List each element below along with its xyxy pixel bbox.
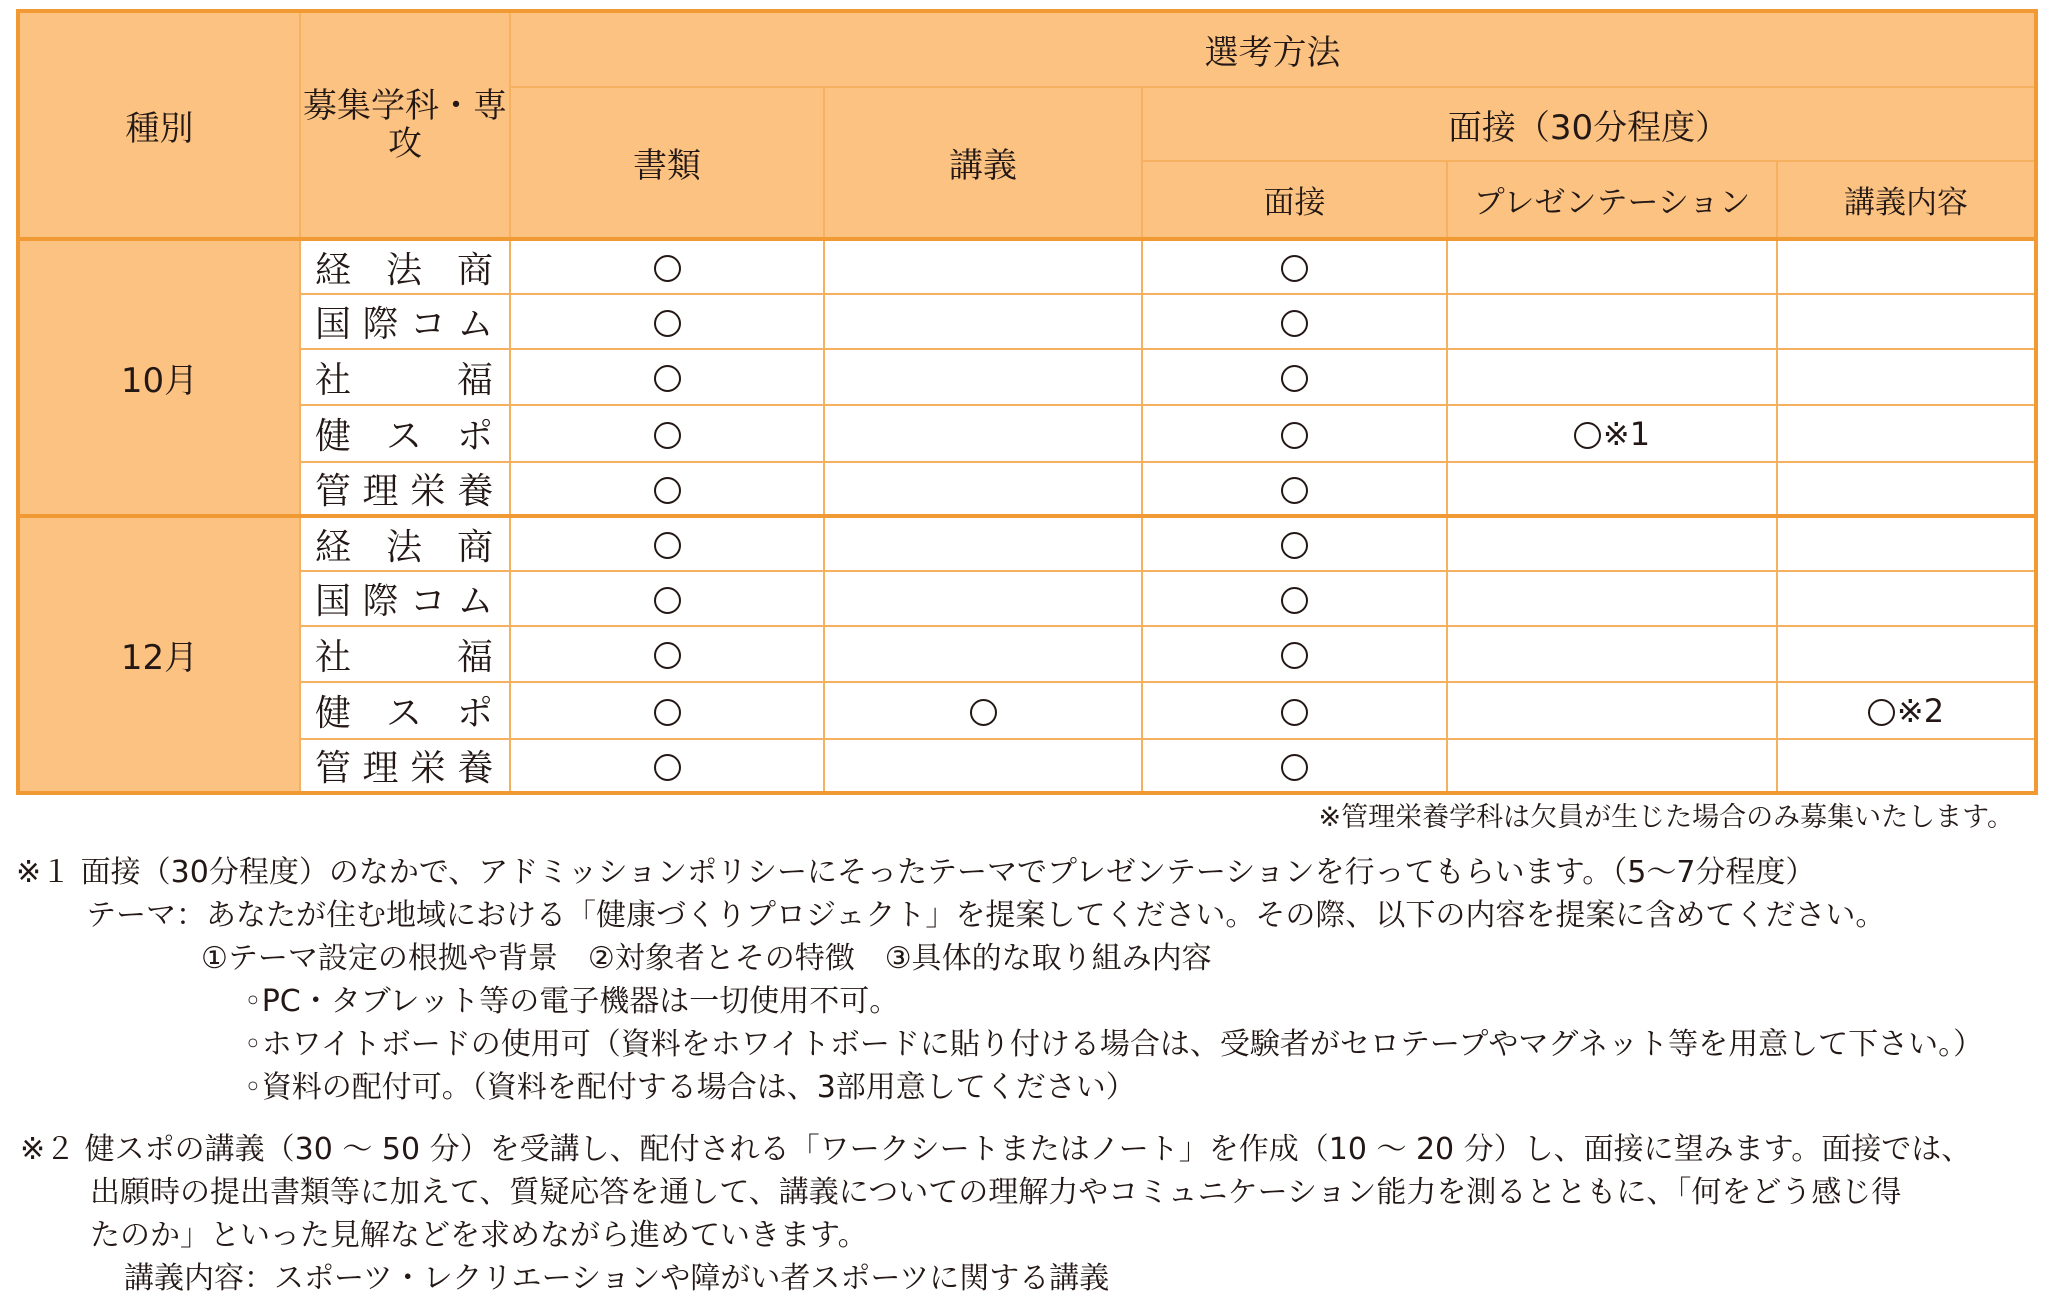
circle-mark-icon <box>1281 642 1308 669</box>
circle-mark-icon <box>1281 532 1308 559</box>
mark-cell-lecture-content <box>1777 682 2036 739</box>
mark-cell-presentation <box>1447 682 1777 739</box>
mark-cell-interview <box>1142 571 1447 626</box>
circle-mark-icon <box>1281 310 1308 337</box>
mark-cell-interview <box>1142 294 1447 349</box>
table-row <box>18 682 2036 739</box>
note-1-theme: テーマ：あなたが住む地域における「健康づくりプロジェクト」を提案してください。その際、以下の内容を提案に含めてください。 <box>86 898 1886 933</box>
mark-cell-lecture-content <box>1777 571 2036 626</box>
header-selection-method: 選考方法 <box>510 11 2036 87</box>
mark-cell-lecture-content <box>1777 239 2036 294</box>
table-row <box>18 239 2036 294</box>
circle-mark-icon <box>654 365 681 392</box>
circle-mark-icon <box>654 754 681 781</box>
department-name: 国 際 コ ム <box>315 304 494 345</box>
header-department: 募集学科・専攻 <box>300 11 510 239</box>
mark-cell-documents <box>510 682 824 739</box>
circle-mark-icon <box>1281 699 1308 726</box>
mark-cell-documents <box>510 349 824 405</box>
table-row <box>18 516 2036 571</box>
header-interview-group: 面接（30分程度） <box>1142 87 2036 161</box>
department-name: 管 理 栄 養 <box>315 748 494 789</box>
category-cell: 10月 <box>18 239 300 516</box>
header-category: 種別 <box>18 11 300 239</box>
mark-cell-lecture <box>824 462 1142 516</box>
department-cell <box>300 349 510 405</box>
department-cell <box>300 739 510 793</box>
mark-note-ref: ※2 <box>1896 692 1945 730</box>
mark-cell-lecture-content <box>1777 294 2036 349</box>
mark-cell-interview <box>1142 349 1447 405</box>
mark-cell-interview <box>1142 739 1447 793</box>
mark-cell-documents <box>510 294 824 349</box>
circle-mark-icon <box>654 310 681 337</box>
circle-mark-icon <box>1868 699 1895 726</box>
department-name: 経 法 商 <box>315 249 493 291</box>
circle-mark-icon <box>654 477 681 504</box>
mark-cell-lecture-content <box>1777 739 2036 793</box>
department-name: 経 法 商 <box>315 526 493 568</box>
mark-cell-interview <box>1142 462 1447 516</box>
circle-mark-icon <box>654 422 681 449</box>
department-cell <box>300 682 510 739</box>
note-2-lecture-content: 講義内容：スポーツ・レクリエーションや障がい者スポーツに関する講義 <box>124 1261 1110 1296</box>
note-2-line-2: 出願時の提出書類等に加えて、質疑応答を通して、講義についての理解力やコミュニケーション能力を測るとともに、「何をどう感じ得 <box>90 1175 1902 1210</box>
mark-cell-presentation <box>1447 294 1777 349</box>
mark-cell-presentation <box>1447 739 1777 793</box>
mark-cell-lecture <box>824 626 1142 682</box>
mark-cell-lecture <box>824 571 1142 626</box>
mark-cell-lecture-content <box>1777 626 2036 682</box>
category-cell: 12月 <box>18 516 300 793</box>
circle-mark-icon <box>654 642 681 669</box>
department-name: 管 理 栄 養 <box>315 471 494 512</box>
circle-mark-icon <box>654 255 681 282</box>
note-1-line-1: ※１ 面接（30分程度）のなかで、アドミッションポリシーにそったテーマでプレゼンテーションを行ってもらいます。（5～7分程度） <box>16 855 1816 890</box>
department-cell <box>300 626 510 682</box>
mark-cell-documents <box>510 516 824 571</box>
mark-cell-presentation <box>1447 571 1777 626</box>
department-cell <box>300 571 510 626</box>
mark-cell-lecture-content <box>1777 405 2036 462</box>
department-name: 健 ス ポ <box>315 416 493 457</box>
header-lecture-content: 講義内容 <box>1777 161 2036 239</box>
mark-note-ref: ※1 <box>1602 415 1651 453</box>
header-documents: 書類 <box>510 87 824 239</box>
note-1-rule-handouts: ◦資料の配付可。（資料を配付する場合は、3部用意してください） <box>244 1070 1136 1105</box>
mark-cell-lecture <box>824 682 1142 739</box>
mark-cell-documents <box>510 739 824 793</box>
table-row <box>18 739 2036 793</box>
mark-cell-documents <box>510 405 824 462</box>
mark-cell-lecture <box>824 349 1142 405</box>
mark-cell-lecture <box>824 405 1142 462</box>
mark-cell-lecture <box>824 739 1142 793</box>
mark-cell-documents <box>510 571 824 626</box>
table-row <box>18 571 2036 626</box>
table-row <box>18 626 2036 682</box>
department-cell <box>300 239 510 294</box>
mark-cell-lecture <box>824 294 1142 349</box>
mark-cell-interview <box>1142 626 1447 682</box>
note-1-rule-devices: ◦PC・タブレット等の電子機器は一切使用不可。 <box>244 984 900 1019</box>
selection-method-table <box>16 9 2038 795</box>
note-2-line-3: たのか」といった見解などを求めながら進めていきます。 <box>90 1218 868 1253</box>
department-cell <box>300 462 510 516</box>
note-1-rule-whiteboard: ◦ホワイトボードの使用可（資料をホワイトボードに貼り付ける場合は、受験者がセロテープやマグネット等を用意して下さい。） <box>244 1027 1984 1062</box>
circle-mark-icon <box>1281 754 1308 781</box>
circle-mark-icon <box>1281 422 1308 449</box>
department-name: 社 福 <box>315 359 493 401</box>
department-name: 国 際 コ ム <box>315 581 494 622</box>
header-lecture: 講義 <box>824 87 1142 239</box>
mark-cell-interview <box>1142 682 1447 739</box>
circle-mark-icon <box>1281 365 1308 392</box>
circle-mark-icon <box>1574 422 1601 449</box>
department-cell <box>300 294 510 349</box>
mark-cell-presentation <box>1447 239 1777 294</box>
header-interview: 面接 <box>1142 161 1447 239</box>
mark-cell-interview <box>1142 239 1447 294</box>
mark-cell-presentation <box>1447 516 1777 571</box>
mark-cell-lecture-content <box>1777 462 2036 516</box>
mark-cell-lecture-content <box>1777 349 2036 405</box>
header-presentation: プレゼンテーション <box>1447 161 1777 239</box>
mark-cell-presentation <box>1447 626 1777 682</box>
mark-cell-interview <box>1142 516 1447 571</box>
note-1-items: ①テーマ設定の根拠や背景 ②対象者とその特徴 ③具体的な取り組み内容 <box>201 941 1212 976</box>
footnote-management-nutrition: ※管理栄養学科は欠員が生じた場合のみ募集いたします。 <box>1318 802 2014 833</box>
circle-mark-icon <box>654 699 681 726</box>
mark-cell-lecture <box>824 239 1142 294</box>
table-row <box>18 294 2036 349</box>
mark-cell-documents <box>510 462 824 516</box>
note-1 <box>16 851 1983 1109</box>
department-cell <box>300 516 510 571</box>
table-row <box>18 349 2036 405</box>
table-row <box>18 462 2036 516</box>
mark-cell-documents <box>510 626 824 682</box>
note-2-line-1: ※２ 健スポの講義（30 ～ 50 分）を受講し、配付される「ワークシートまたはノート」を作成（10 ～ 20 分）し、面接に望みます。面接では、 <box>20 1132 1972 1167</box>
department-cell <box>300 405 510 462</box>
department-name: 社 福 <box>315 636 493 678</box>
circle-mark-icon <box>1281 587 1308 614</box>
circle-mark-icon <box>654 587 681 614</box>
mark-cell-presentation <box>1447 462 1777 516</box>
circle-mark-icon <box>1281 255 1308 282</box>
mark-cell-lecture <box>824 516 1142 571</box>
mark-cell-presentation <box>1447 405 1777 462</box>
mark-cell-documents <box>510 239 824 294</box>
department-name: 健 ス ポ <box>315 693 493 734</box>
table-row <box>18 405 2036 462</box>
mark-cell-interview <box>1142 405 1447 462</box>
circle-mark-icon <box>1281 477 1308 504</box>
mark-cell-lecture-content <box>1777 516 2036 571</box>
note-2 <box>20 1128 1971 1300</box>
circle-mark-icon <box>654 532 681 559</box>
circle-mark-icon <box>970 699 997 726</box>
mark-cell-presentation <box>1447 349 1777 405</box>
